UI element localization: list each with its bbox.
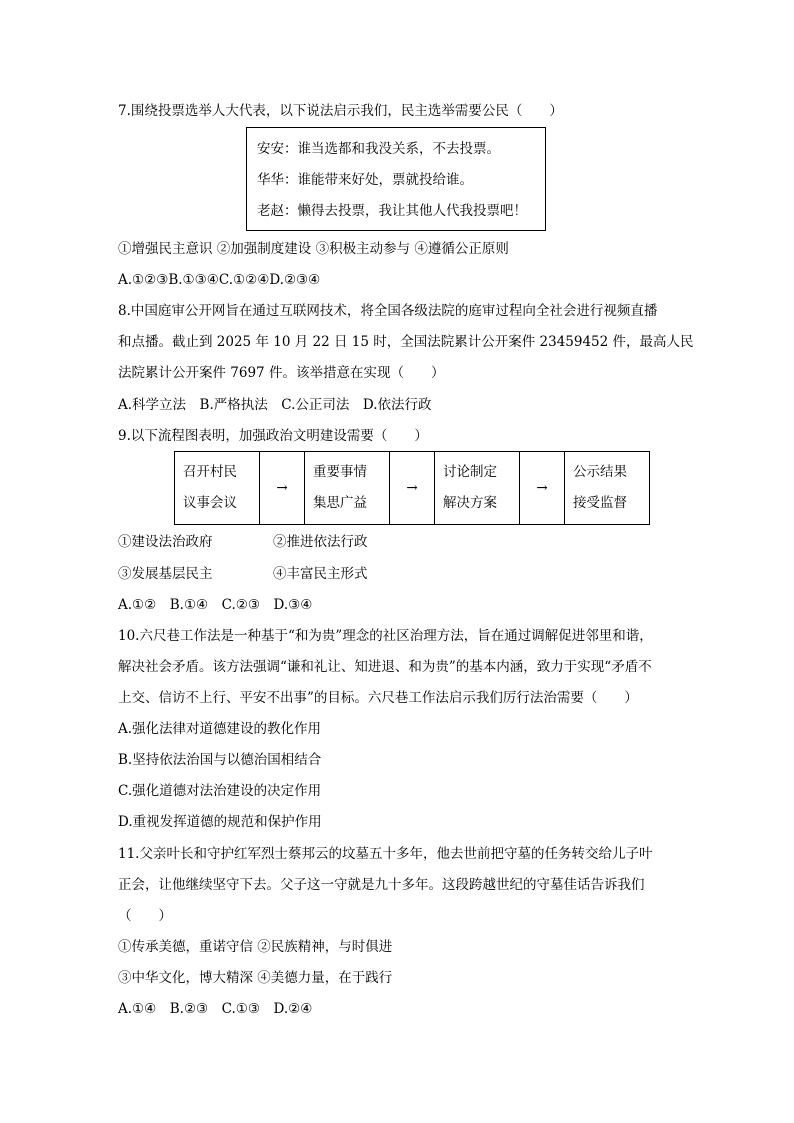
q9-choices: A.①② B.①④ C.②③ D.③④ [118,597,313,613]
flow-step [565,452,650,525]
q9-options-row [118,527,676,558]
flow-step [175,452,260,525]
q9-stem: 9.以下流程图表明，加强政治文明建设需要（ ） [118,428,428,444]
q8-choices: A.科学立法 B.严格执法 C.公正司法 D.依法行政 [118,397,432,413]
q9-option: ②推进依法行政 [273,534,368,550]
q9-option: ④丰富民主形式 [273,566,368,582]
flow-step [305,452,390,525]
q8-stem-line: 法院累计公开案件 7697 件。该举措意在实现（ ） [118,365,445,381]
q9-options-row [118,559,676,590]
q11-options: ③中华文化，博大精深 ④美德力量，在于践行 [118,970,393,986]
flow-step-line: 公示结果 [573,464,627,480]
q10-choice-a: A.强化法律对道德建设的教化作用 [118,721,322,737]
q7-dialog-line: 老赵：懒得去投票，我让其他人代我投票吧！ [257,203,527,219]
q11-choices: A.①④ B.②③ C.①③ D.②④ [118,1001,313,1017]
flow-step-line: 集思广益 [313,495,367,511]
q11-stem-line: （ ） [118,908,172,924]
q9-flowchart [174,451,650,525]
flow-step-line: 解决方案 [443,495,497,511]
flow-step-line: 重要事情 [313,464,367,480]
flow-step-line: 议事会议 [183,495,237,511]
q7-dialog-line: 华华：谁能带来好处，票就投给谁。 [257,172,473,188]
q7-dialog-line: 安安：谁当选都和我没关系，不去投票。 [257,141,500,157]
flow-arrow-icon: → [260,452,305,525]
q9-option: ③发展基层民主 [118,566,213,582]
q11-options: ①传承美德，重诺守信 ②民族精神，与时俱进 [118,939,393,955]
flow-step-line: 召开村民 [183,464,237,480]
q10-choice-b: B.坚持依法治国与以德治国相结合 [118,752,322,768]
q10-choice-c: C.强化道德对法治建设的决定作用 [118,783,322,799]
q10-stem-line: 10.六尺巷工作法是一种基于“和为贵”理念的社区治理方法，旨在通过调解促进邻里和谐， [118,628,653,644]
q11-stem [118,839,676,932]
flow-step-line: 讨论制定 [443,464,497,480]
q10-stem-line: 解决社会矛盾。该方法强调“谦和礼让、知进退、和为贵”的基本内涵，致力于实现“矛盾不 [118,659,652,675]
q11-stem-line: 11.父亲叶长和守护红军烈士蔡邦云的坟墓五十多年，他去世前把守墓的任务转交给儿子叶 [118,846,653,862]
flow-arrow-icon: → [520,452,565,525]
q10-stem [118,621,676,714]
q10-choice-d: D.重视发挥道德的规范和保护作用 [118,814,322,830]
q7-stem: 7.围绕投票选举人大代表，以下说法启示我们，民主选举需要公民（ ） [118,103,563,119]
flow-arrow-icon: → [390,452,435,525]
flow-step-line: 接受监督 [573,495,627,511]
q7-choices: A.①②③B.①③④C.①②④D.②③④ [118,272,321,288]
q8-stem-line: 和点播。截止到 2025 年 10 月 22 日 15 时，全国法院累计公开案件 23459452 件，最高人民 [118,334,694,350]
q9-option: ①建设法治政府 [118,534,213,550]
q8-stem-line: 8.中国庭审公开网旨在通过互联网技术，将全国各级法院的庭审过程向全社会进行视频直播 [118,303,658,319]
q11-stem-line: 正会，让他继续坚守下去。父子这一守就是九十多年。这段跨越世纪的守墓佳话告诉我们 [118,877,645,893]
q7-options: ①增强民主意识 ②加强制度建设 ③积极主动参与 ④遵循公正原则 [118,241,509,257]
q10-stem-line: 上交、信访不上行、平安不出事”的目标。六尺巷工作法启示我们厉行法治需要（ ） [118,690,638,706]
flow-step [435,452,520,525]
q8-stem [118,296,694,389]
q7-dialog-box [246,127,546,231]
